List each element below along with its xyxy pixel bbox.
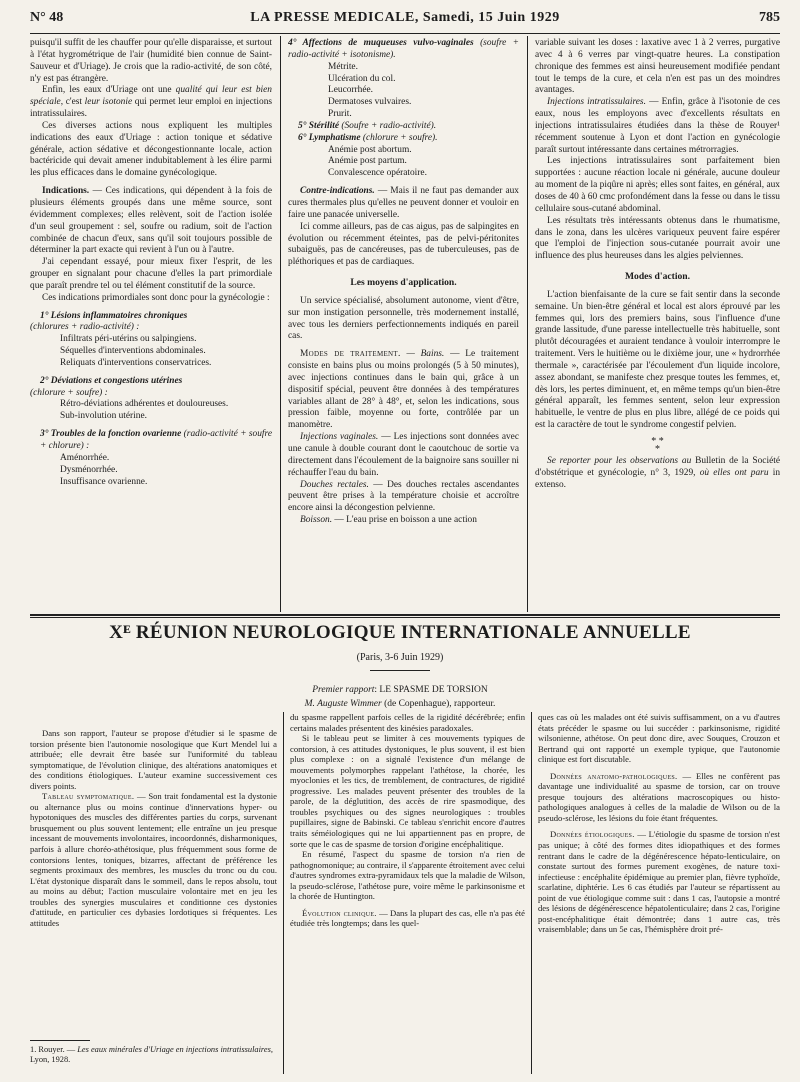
paragraph: Ces diverses actions nous expliquent les multiples indications des eaux d'Uriage : action tonique et sédative générale, action sédative et décongestionnante locale, action bactéricide qui devait amener indubitablement à les élire parmi les plus efficaces dans le domaine gynécologique. [30, 120, 272, 179]
indication-heading: 6° Lymphatisme (chlorure + soufre). [298, 132, 438, 143]
indication-heading: 1° Lésions inflammatoires chroniques [40, 310, 188, 321]
paragraph: puisqu'il suffit de les chauffer pour qu'elle disparaisse, et surtout à l'état hygrométrique de l'air (humidité bien connue de Saint-Sauveur et d'Uriage). Je crois que la radio-activité, de son côté, n'y est pas étrangère. [30, 38, 272, 84]
list-item: Séquelles d'interventions abdominales. [60, 346, 206, 357]
list-item: Rétro-déviations adhérentes et douloureuses. [60, 399, 229, 410]
indication-elements: (chlorure + soufre) : [30, 387, 108, 398]
column-divider [283, 712, 284, 1074]
section-indications: Indications. — Ces indications, qui dépendent à la fois de plusieurs éléments groupés dans une même source, sont évidemment complexes; elles relèvent, soit de l'action isolée d'un seul groupement : sel, soufre ou radium, soit de l'action combinée de chacun d'eux, sans qu'il soit toujours possible de déterminer la part exacte qui revient à l'un ou à l'autre. [30, 186, 272, 256]
paragraph: Données anatomo-pathologiques. — Elles ne confèrent pas davantage une individualité au spasme de torsion, car on trouve presque toujours des altérations macroscopiques ou histo-pathologiques analogues à celles de la maladie de Wilson ou de la pseudo-sclérose, les lésions du foie étant fréquentes. [538, 770, 780, 823]
paragraph: En résumé, l'aspect du spasme de torsion n'a rien de pathognomonique; au contraire, il s'apparente étroitement avec celui d'autres syndromes extra-pyramidaux tels que la maladie de Wilson, la pseudo-sclérose, l'athétose pure, voire même le parkinsonisme et la chorée de Huntington. [290, 849, 525, 902]
paragraph: ques cas où les malades ont été suivis suffisamment, on a vu d'autres états précéder le spasme ou lui succéder : parkinsonisme, rigidité wilsonienne, athétose. On peut donc dire, avec Souques, Crouzon et Bertrand qui ont rapporté un exemple typique, que l'autonomie clinique est fort discutable. [538, 712, 780, 765]
column-divider [531, 712, 532, 1074]
report-title: Xᴱ RÉUNION NEUROLOGIQUE INTERNATIONALE ANNUELLE [109, 622, 691, 643]
list-item: Sub-involution utérine. [60, 411, 147, 422]
paragraph: Évolution clinique. — Dans la plupart des cas, elle n'a pas été étudiée très longtemps; dans les quel- [290, 907, 525, 929]
report-column-3 [538, 712, 780, 1074]
section-rule [30, 614, 780, 616]
asterism: * * * [651, 436, 664, 455]
title-rule [370, 670, 430, 671]
list-item: Infiltrats péri-utérins ou salpingiens. [60, 334, 197, 345]
paragraph: Enfin, les eaux d'Uriage ont une qualité qui leur est bien spéciale, c'est leur isotonie qui permet leur emploi en injections intratissulaires. [30, 85, 272, 120]
section-heading: Modes d'action. [624, 271, 691, 283]
paragraph: J'ai cependant essayé, pour mieux fixer l'esprit, de les grouper en signalant pour chacune d'elles la part primordiale que paraît prendre tel ou tel élément constitutif de la source. [30, 257, 272, 291]
paragraph: Boisson. — L'eau prise en boisson a une action [300, 515, 477, 526]
report-author: M. Auguste Wimmer (de Copenhague), rapporteur. [304, 699, 496, 709]
paragraph: Injections vaginales. — Les injections sont données avec une canule à double courant dont le caoutchouc de sortie va directement dans l'écoulement de la baignoire sans souiller ni réchauffer l'eau du bain. [288, 432, 519, 478]
indication-heading: 2° Déviations et congestions utérines [40, 375, 183, 386]
report-subtitle: (Paris, 3-6 Juin 1929) [356, 652, 444, 663]
paragraph: Les résultats très intéressants obtenus dans le rhumatisme, dans le zona, dans les ulcères variqueux peuvent faire espérer que l'emploi de l'injection sous-cutanée pourrait avoir une influence des plus heureuses dans les algies pelviennes. [535, 215, 780, 262]
running-header [30, 10, 780, 32]
paragraph: Les injections intratissulaires sont parfaitement bien supportées : aucune réaction locale ni générale, aucune douleur au moment de la piqûre ni après; elles sont faites, en général, aux doses de 40 à 60 cmc profondément dans la fesse ou dans le tissu cellulaire sous-cutané abdominal. [535, 156, 780, 214]
header-rule [30, 33, 780, 34]
indication-elements: (chlorures + radio-activité) : [30, 322, 140, 333]
issue-number: N° 48 [30, 10, 64, 25]
list-item: Ulcération du col. [328, 73, 396, 84]
article-column-2 [288, 38, 519, 610]
indication-heading: 5° Stérilité (Soufre + radio-activité). [298, 120, 437, 131]
report-column-2 [290, 712, 525, 1074]
paragraph: Ici comme ailleurs, pas de cas aigus, pas de salpingites en évolution ou récemment éteintes, pas de pelvi-péritonites subaiguës, pas de cancéreuses, pas de tuberculeuses, pas de pléthoriques et pas de cardiaques. [288, 221, 519, 268]
list-item: Dysménorrhée. [60, 464, 118, 475]
paragraph: L'action bienfaisante de la cure se fait sentir dans la seconde semaine. Un bien-être général et local est alors éprouvé par les femmes qui, lors des premiers bains, sous l'influence d'une grande lassitude, d'une paresse intellectuelle très habituelle, sont plutôt découragées et auraient tendance à vouloir interrompre le traitement. Vers le huitième ou le dixième jour, une « hydrorrhée thermale », caractérisée par l'écoulement d'un liquide incolore, assez abondant, se manifeste chez presque toutes les femmes, et, dès lors, les pertes diminuent, et, en même temps qu'un bien-être général apparaît, les femmes sentent, selon leur expression habituelle, le ventre de plus en plus libre, allégé de ce poids qui est la caractère de tout le syndrome congestif pelvien. [535, 289, 780, 431]
list-item: Reliquats d'interventions conservatrices. [60, 357, 212, 368]
report-column-1 [30, 728, 277, 1028]
section-rule [30, 617, 780, 618]
article-column-1 [30, 38, 272, 610]
list-item: Métrite. [328, 61, 358, 72]
section-contre-indications: Contre-indications. — Mais il ne faut pas demander aux cures thermales plus qu'elles ne peuvent donner et vouloir en faire une panacée universelle. [288, 186, 519, 220]
list-item: Aménorrhée. [60, 452, 110, 463]
section-heading: Les moyens d'application. [350, 277, 457, 289]
list-item: Dermatoses vulvaires. [328, 97, 412, 108]
list-item: Anémie post abortum. [328, 144, 412, 155]
list-item: Leucorrhée. [328, 85, 374, 96]
page-number: 785 [759, 10, 780, 25]
paragraph: Injections intratissulaires. — Enfin, grâce à l'isotonie de ces eaux, nous les employons avec d'excellents résultats en injections intratissulaires étudiées dans la thèse de Rouyer¹ récemment soutenue à Lyon et dont l'action en gynécologie paraît surtout intéressante dans certaines métrorragies. [535, 97, 780, 155]
indication-heading: 3° Troubles de la fonction ovarienne (radio-activité + soufre + chlorure) : [40, 429, 272, 451]
list-item: Prurit. [328, 109, 352, 120]
column-divider [280, 36, 281, 612]
paragraph: Douches rectales. — Des douches rectales ascendantes peuvent être prises à la température choisie et accroître encore ainsi la décongestion pelvienne. [288, 479, 519, 514]
paragraph: variable suivant les doses : laxative avec 1 à 2 verres, purgative avec 4 à 6 verres par vingt-quatre heures. La constipation chronique des femmes est ainsi heureusement modifiée pendant tout le temps de la cure, et cela n'en est pas un des moindres avantages. [535, 38, 780, 96]
paragraph: Tableau symptomatique. — Son trait fondamental est la dystonie ou alternance plus ou moins continue d'innervations hyper- ou hypotoniques des muscles des différentes parties du corps, survenant brusquement ou plus souvent lentement; elle entraîne un jeu presque incessant de mouvements involontaires, incoordonnés, disharmoniques, parfois à allure choréo-athétosique, plus fréquemment sous forme de contorsions lentes, toniques, bizarres, affectant de préférence les segments proximaux des membres, les muscles du tronc ou du cou. L'état dystonique disparaît dans le sommeil, dans le repos absolu, tout au moins au début; l'action musculaire volontaire met en jeu les troubles des synergies musculaires et conditionne ces dystonies d'attitude, en particulier ces dybasies lordotiques si fréquentes. Les attitudes [30, 791, 277, 928]
article-column-3 [535, 38, 780, 610]
paragraph: Un service spécialisé, absolument autonome, vient d'être, sur mon instigation personnelle, très modernement installé, avec tous les derniers perfectionnements indiqués en pareil cas. [288, 295, 519, 342]
journal-title: LA PRESSE MEDICALE, Samedi, 15 Juin 1929 [250, 10, 560, 25]
list-item: Convalescence opératoire. [328, 168, 427, 179]
paragraph: Si le tableau peut se limiter à ces mouvements typiques de contorsion, à ces attitudes dystoniques, le plus souvent, il est bien plus complexe : on a signalé l'existence d'un mélange de mouvements polymorphes rappelant l'athétose, la chorée, les myoclonies et les tics, de tremblement, de contractures, de rigidité progressive. Les malades peuvent présenter des troubles de la parole, de la déglutition, des accès de rire spasmodique, des troubles psychiques ou des signes neurologiques : troubles pupillaires, signe de Babinski. Ce tableau s'enrichit encore d'autres traits séméiologiques qui ne lui appartiennent pas en propre, de sorte que le cas de spasme de torsion d'origine encéphalitique. [290, 733, 525, 849]
indication-heading: 4° Affections de muqueuses vulvo-vaginales (soufre + radio-activité + isotonisme). [288, 38, 519, 60]
footnote-rule [30, 1040, 90, 1041]
paragraph: Dans son rapport, l'auteur se propose d'étudier si le spasme de torsion présente bien l'autonomie nosologique que Kurt Mendel lui a attribuée; elle devrait être basée sur l'uniformité du tableau symptomatique, de l'évolution clinique, des altérations anatomiques et des conditions étiologiques. L'auteur examine successivement ces divers points. [30, 728, 277, 791]
paragraph: du spasme rappellent parfois celles de la rigidité décérébrée; enfin certains malades présentent des kinésies paradoxales. [290, 712, 525, 733]
list-item: Anémie post partum. [328, 156, 407, 167]
paragraph: Données étiologiques. — L'étiologie du spasme de torsion n'est pas unique; à côté des formes dites idiopathiques et des formes rentrant dans le cadre de la dégénérescence hépato-lenticulaire, on constate surtout des formes purement exogènes, de nature toxi-infectieuse : encéphalite épidémique au premier plan, fièvre typhoïde, scarlatine, diphtérie. Les 6 cas étudiés par l'auteur se répartissent au point de vue étiologique comme suit : dans 1 cas, l'autopsie a montré des lésions de dégénérescence hépatolenticulaire; dans 2 cas, l'origine post-encéphalitique était démontrée; dans 1 autre cas, très vraisemblable; dans un 5e cas, l'hémisphère droit pré- [538, 829, 780, 935]
reference-note: Se reporter pour les observations au Bulletin de la Société d'obstétrique et gynécologie, n° 3, 1929, où elles ont paru in extenso. [535, 456, 780, 490]
paragraph: Modes de traitement. — Bains. — Le traitement consiste en bains plus ou moins prolongés (5 à 50 minutes), avec injections continues dans le bain qui, grâce à un dispositif spécial, peuvent être données à des températures variables allant de 28° à 48°, et, selon les indications, sous pression faible, moyenne ou forte, contrôlée par un manomètre. [288, 349, 519, 431]
list-item: Insuffisance ovarienne. [60, 476, 148, 487]
report-heading: Premier rapport: LE SPASME DE TORSION [312, 685, 488, 695]
footnote: 1. Rouyer. — Les eaux minérales d'Uriage en injections intratissulaires, Lyon, 1928. [30, 1045, 273, 1064]
column-divider [527, 36, 528, 612]
paragraph: Ces indications primordiales sont donc pour la gynécologie : [42, 292, 270, 303]
